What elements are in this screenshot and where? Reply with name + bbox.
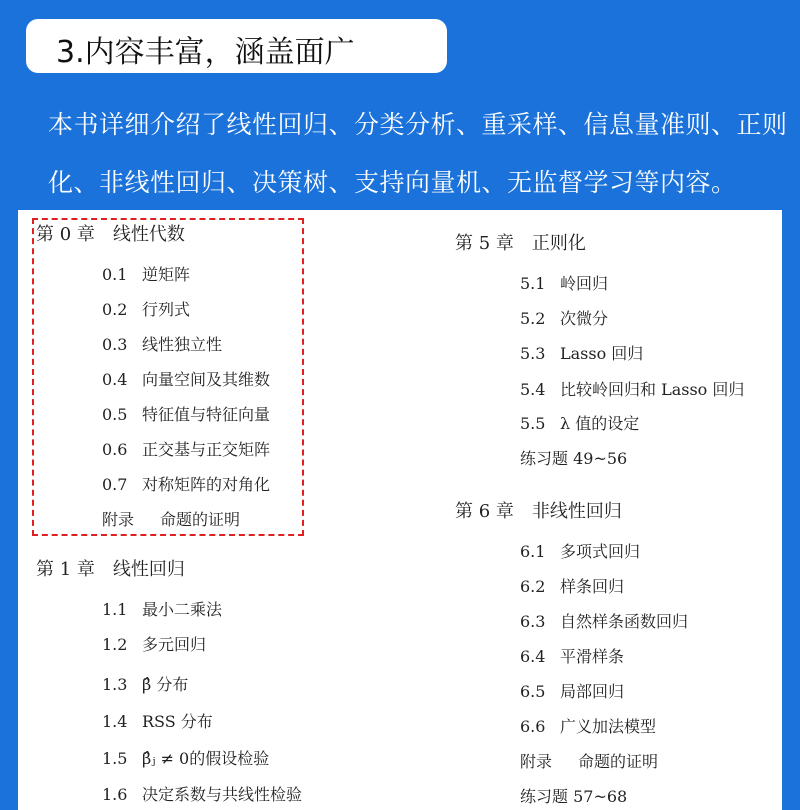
toc-entry <box>520 784 627 807</box>
entry-number: 5.3 <box>520 344 546 363</box>
chapter-heading <box>36 220 185 246</box>
entry-title: 次微分 <box>560 309 609 328</box>
entry-number: 5.4 <box>520 380 546 399</box>
entry-number: 1.1 <box>102 600 128 619</box>
toc-entry <box>520 306 608 329</box>
entry-title: 逆矩阵 <box>142 265 191 284</box>
entry-title: 练习题 57~68 <box>520 787 628 806</box>
entry-number: 1.2 <box>102 635 128 654</box>
toc-entry <box>102 632 206 655</box>
entry-number: 6.4 <box>520 647 546 666</box>
entry-title: β̂ 分布 <box>142 675 189 694</box>
toc-entry <box>102 437 270 460</box>
entry-number: 1.3 <box>102 675 128 694</box>
entry-number: 6.1 <box>520 542 546 561</box>
entry-number: 0.7 <box>102 475 128 494</box>
entry-number: 6.2 <box>520 577 546 596</box>
chapter-heading <box>455 229 586 255</box>
toc-entry <box>520 574 624 597</box>
toc-entry <box>102 472 270 495</box>
entry-number: 0.4 <box>102 370 128 389</box>
entry-number: 附录 <box>102 510 135 529</box>
entry-number: 附录 <box>520 752 553 771</box>
toc-entry <box>102 597 222 620</box>
entry-title: 最小二乘法 <box>142 600 223 619</box>
entry-title: 多元回归 <box>142 635 207 654</box>
entry-title: 平滑样条 <box>560 647 625 666</box>
entry-number: 第 1 章 <box>36 559 95 580</box>
entry-title: 非线性回归 <box>531 501 622 522</box>
entry-title: β̂ⱼ ≠ 0的假设检验 <box>142 749 270 768</box>
entry-number: 第 5 章 <box>455 233 514 254</box>
toc-entry <box>102 672 188 695</box>
entry-title: RSS 分布 <box>142 712 213 731</box>
chapter-heading <box>455 497 622 523</box>
entry-number: 第 6 章 <box>455 501 514 522</box>
entry-title: 多项式回归 <box>560 542 641 561</box>
toc-entry <box>520 446 627 469</box>
toc-entry <box>102 402 270 425</box>
toc-entry <box>102 507 240 530</box>
toc-panel <box>18 210 782 810</box>
toc-entry <box>102 709 213 732</box>
entry-number: 0.6 <box>102 440 128 459</box>
entry-title: 比较岭回归和 Lasso 回归 <box>560 380 745 399</box>
entry-number: 1.4 <box>102 712 128 731</box>
entry-title: Lasso 回归 <box>560 344 644 363</box>
entry-title: 命题的证明 <box>578 752 659 771</box>
entry-number: 5.1 <box>520 274 546 293</box>
entry-number: 1.5 <box>102 749 128 768</box>
entry-title: 自然样条函数回归 <box>560 612 689 631</box>
toc-entry <box>102 367 270 390</box>
entry-number: 5.5 <box>520 414 546 433</box>
entry-title: 样条回归 <box>560 577 625 596</box>
toc-entry <box>520 749 658 772</box>
entry-title: 练习题 49~56 <box>520 449 628 468</box>
toc-entry <box>102 332 222 355</box>
entry-title: λ 值的设定 <box>560 414 640 433</box>
section-heading: 3.内容丰富，涵盖面广 <box>56 35 355 70</box>
entry-title: 特征值与特征向量 <box>142 405 271 424</box>
section-heading-box <box>26 19 447 73</box>
entry-title: 局部回归 <box>560 682 625 701</box>
chapter-heading <box>36 555 185 581</box>
toc-entry <box>102 782 302 805</box>
entry-title: 向量空间及其维数 <box>142 370 271 389</box>
toc-entry <box>520 271 608 294</box>
toc-entry <box>520 341 643 364</box>
entry-number: 5.2 <box>520 309 546 328</box>
entry-title: 行列式 <box>142 300 191 319</box>
entry-number: 0.5 <box>102 405 128 424</box>
toc-entry <box>102 746 269 769</box>
intro-text: 本书详细介绍了线性回归、分类分析、重采样、信息量准则、正则化、非线性回归、决策树、支持向量机、无监督学习等内容。 <box>48 110 788 197</box>
entry-title: 线性回归 <box>112 559 185 580</box>
entry-number: 第 0 章 <box>36 224 95 245</box>
entry-number: 6.6 <box>520 717 546 736</box>
entry-number: 6.5 <box>520 682 546 701</box>
toc-entry <box>102 262 190 285</box>
toc-entry <box>102 297 190 320</box>
entry-number: 0.3 <box>102 335 128 354</box>
toc-entry <box>520 609 688 632</box>
entry-title: 正则化 <box>531 233 586 254</box>
toc-entry <box>520 411 639 434</box>
entry-number: 1.6 <box>102 785 128 804</box>
entry-title: 命题的证明 <box>160 510 241 529</box>
toc-entry <box>520 679 624 702</box>
toc-entry <box>520 539 640 562</box>
entry-title: 线性代数 <box>112 224 185 245</box>
entry-title: 决定系数与共线性检验 <box>142 785 303 804</box>
entry-title: 线性独立性 <box>142 335 223 354</box>
entry-number: 0.1 <box>102 265 128 284</box>
entry-number: 6.3 <box>520 612 546 631</box>
entry-number: 0.2 <box>102 300 128 319</box>
entry-title: 正交基与正交矩阵 <box>142 440 271 459</box>
entry-title: 对称矩阵的对角化 <box>142 475 271 494</box>
toc-entry <box>520 644 624 667</box>
entry-title: 岭回归 <box>560 274 609 293</box>
toc-entry <box>520 714 656 737</box>
toc-entry <box>520 377 744 400</box>
entry-title: 广义加法模型 <box>560 717 657 736</box>
